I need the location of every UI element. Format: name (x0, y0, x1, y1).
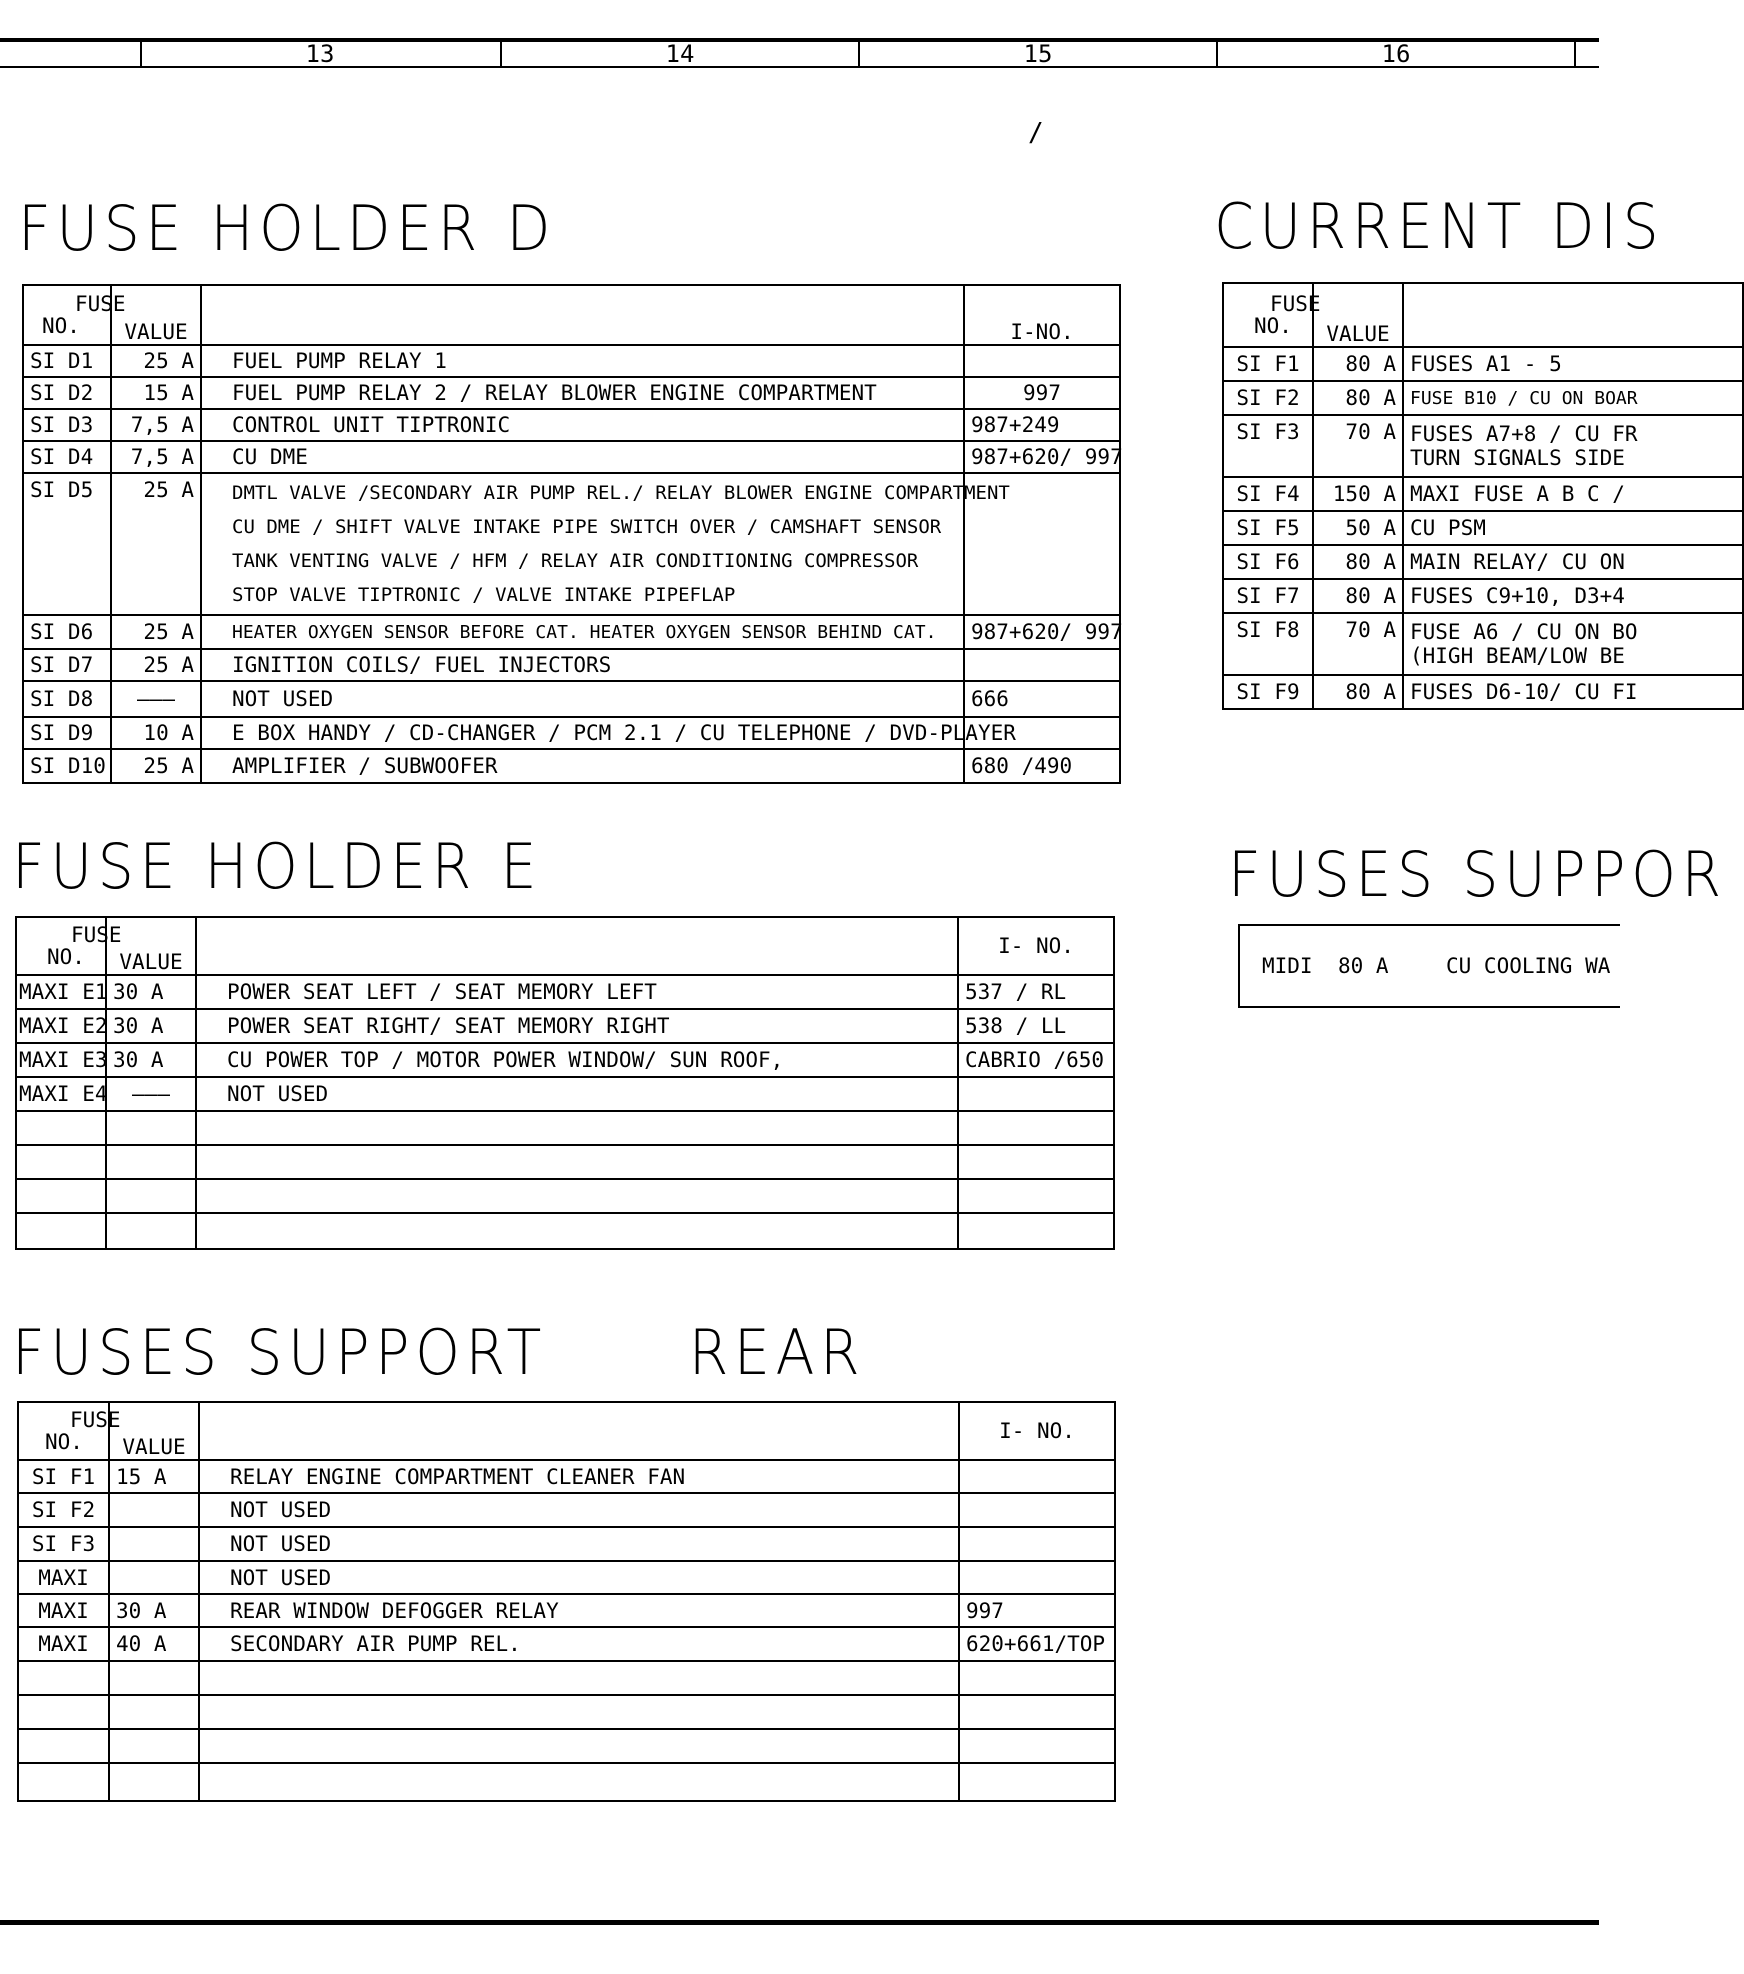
fuse-value: 150 A (1313, 477, 1403, 511)
table-row (16, 975, 1114, 1009)
fuse-no: SI D4 (23, 441, 111, 473)
table-row (1223, 381, 1743, 415)
fuse-i-no: 680 /490 (964, 749, 1120, 783)
fuse-description: NOT USED (199, 1561, 959, 1594)
fuse-i-no (959, 1561, 1115, 1594)
fuse-value: 30 A (109, 1594, 199, 1627)
fuse-value: 25 A (111, 615, 201, 649)
table-row (16, 1111, 1114, 1145)
fuse-description (199, 1729, 959, 1763)
header-description (196, 917, 958, 975)
fuse-value (109, 1561, 199, 1594)
header-description (199, 1402, 959, 1460)
ruler-divider (1574, 40, 1576, 68)
table-row (16, 1179, 1114, 1213)
table-row (23, 681, 1120, 717)
section-title-fuse-holder-e: FUSE HOLDER E (12, 830, 543, 903)
table-row (1223, 415, 1743, 477)
fuse-no (18, 1661, 109, 1695)
table-row (18, 1729, 1115, 1763)
fuse-value: 80 A (1313, 579, 1403, 613)
fuse-i-no: 537 / RL (958, 975, 1114, 1009)
midi-fuse-value: 80 A (1338, 954, 1389, 978)
fuse-i-no (958, 1077, 1114, 1111)
table-row (23, 649, 1120, 681)
description-line: FUSES A7+8 / CU FR (1410, 422, 1638, 446)
table-row (23, 749, 1120, 783)
fuse-description: CU PSM (1403, 511, 1743, 545)
ruler-divider (140, 40, 142, 68)
table-row (16, 1077, 1114, 1111)
table-row (1223, 675, 1743, 709)
fuse-i-no: 997 (964, 377, 1120, 409)
fuse-no: SI D3 (23, 409, 111, 441)
fuse-description (196, 1179, 958, 1213)
fuse-no: MAXI (18, 1627, 109, 1661)
section-title-current-dis: CURRENT DIS (1214, 190, 1665, 263)
fuse-i-no: 987+249 (964, 409, 1120, 441)
fuse-value (109, 1493, 199, 1527)
fuse-description: CONTROL UNIT TIPTRONIC (201, 409, 964, 441)
fuse-value: ——— (111, 681, 201, 717)
fuse-no (18, 1695, 109, 1729)
fuse-no: SI D2 (23, 377, 111, 409)
table-row (18, 1460, 1115, 1493)
midi-fuse-description: CU COOLING WA (1446, 954, 1611, 978)
fuse-i-no (959, 1729, 1115, 1763)
fuse-i-no: 538 / LL (958, 1009, 1114, 1043)
header-description (1403, 283, 1743, 347)
fuse-no: MAXI E2 (16, 1009, 106, 1043)
fuse-no: SI F8 (1223, 613, 1313, 675)
description-line: FUSE A6 / CU ON BO (1410, 620, 1638, 644)
fuse-value (109, 1729, 199, 1763)
fuse-no: SI F2 (1223, 381, 1313, 415)
fuse-i-no: 997 (959, 1594, 1115, 1627)
fuse-i-no: CABRIO /650 (958, 1043, 1114, 1077)
fuse-description: POWER SEAT RIGHT/ SEAT MEMORY RIGHT (196, 1009, 958, 1043)
fuse-value (109, 1695, 199, 1729)
table-row (16, 1145, 1114, 1179)
fuse-no: SI F6 (1223, 545, 1313, 579)
table-header-row (16, 917, 1114, 975)
table-header-row (23, 285, 1120, 345)
fuse-description: MAXI FUSE A B C / (1403, 477, 1743, 511)
header-value: VALUE (106, 917, 196, 975)
fuse-no: SI F1 (18, 1460, 109, 1493)
table-row (18, 1527, 1115, 1561)
fuse-value: 15 A (109, 1460, 199, 1493)
fuse-no (16, 1213, 106, 1249)
description-line: TURN SIGNALS SIDE (1410, 446, 1625, 470)
fuse-value: 40 A (109, 1627, 199, 1661)
table-row (18, 1594, 1115, 1627)
fuse-i-no: 620+661/TOP (959, 1627, 1115, 1661)
fuse-no: SI F5 (1223, 511, 1313, 545)
fuse-description: FUSES A1 - 5 (1403, 347, 1743, 381)
fuse-no (18, 1763, 109, 1801)
fuse-value: 80 A (1313, 545, 1403, 579)
fuse-no: MAXI (18, 1594, 109, 1627)
fuse-value: ——— (106, 1077, 196, 1111)
fuse-i-no (964, 649, 1120, 681)
fuse-description: NOT USED (201, 681, 964, 717)
fuse-value: 70 A (1313, 415, 1403, 477)
fuse-value: 25 A (111, 345, 201, 377)
table-row (1223, 477, 1743, 511)
fuse-holder-e-table (15, 916, 1115, 1250)
table-row (18, 1763, 1115, 1801)
header-fuse-no: FUSE NO. (23, 285, 111, 345)
fuse-description: REAR WINDOW DEFOGGER RELAY (199, 1594, 959, 1627)
section-title-fuses-support-rear: FUSES SUPPORT REAR (12, 1316, 866, 1389)
fuse-description: NOT USED (196, 1077, 958, 1111)
fuse-i-no (958, 1111, 1114, 1145)
ruler-divider (1216, 40, 1218, 68)
fuse-no: MAXI E3 (16, 1043, 106, 1077)
fuse-value (109, 1527, 199, 1561)
fuse-no: SI F2 (18, 1493, 109, 1527)
fuse-description: CU DME (201, 441, 964, 473)
fuse-description (1403, 415, 1743, 477)
table-row (18, 1493, 1115, 1527)
fuse-i-no: 987+620/ 997 (964, 441, 1120, 473)
midi-fuse-no: MIDI (1262, 954, 1313, 978)
description-line: DMTL VALVE /SECONDARY AIR PUMP REL./ RELAY BLOWER ENGINE COMPARTMENT (232, 482, 1010, 504)
fuse-value: 30 A (106, 975, 196, 1009)
fuse-description (196, 1213, 958, 1249)
fuse-description: NOT USED (199, 1527, 959, 1561)
fuse-description: FUSE B10 / CU ON BOAR (1403, 381, 1743, 415)
fuse-description (199, 1695, 959, 1729)
fuse-i-no (959, 1763, 1115, 1801)
fuse-no: SI F3 (1223, 415, 1313, 477)
fuse-no (16, 1145, 106, 1179)
fuse-value (106, 1213, 196, 1249)
table-header-row (1223, 283, 1743, 347)
description-line: STOP VALVE TIPTRONIC / VALVE INTAKE PIPEFLAP (232, 584, 736, 606)
table-row (18, 1695, 1115, 1729)
fuse-value (106, 1179, 196, 1213)
fuse-no: SI D10 (23, 749, 111, 783)
fuse-no: SI F7 (1223, 579, 1313, 613)
table-row (16, 1009, 1114, 1043)
fuse-description (201, 473, 1010, 615)
ruler-bottom-line (0, 66, 1599, 68)
fuse-no: SI F9 (1223, 675, 1313, 709)
ruler-column-label: 13 (305, 40, 335, 68)
header-fuse-no: FUSE NO. (16, 917, 106, 975)
section-title-fuses-support-right: FUSES SUPPOR (1228, 838, 1727, 911)
header-value: VALUE (1313, 283, 1403, 347)
fuse-description: IGNITION COILS/ FUEL INJECTORS (201, 649, 964, 681)
table-row (23, 377, 1120, 409)
table-row (23, 345, 1120, 377)
fuse-no: SI D6 (23, 615, 111, 649)
table-row (23, 409, 1120, 441)
header-description (201, 285, 964, 345)
fuse-value (109, 1661, 199, 1695)
fuse-no: SI D7 (23, 649, 111, 681)
header-i-no: I- NO. (958, 917, 1114, 975)
description-line: CU DME / SHIFT VALVE INTAKE PIPE SWITCH OVER / CAMSHAFT SENSOR (232, 516, 942, 538)
fuse-description: FUEL PUMP RELAY 2 / RELAY BLOWER ENGINE COMPARTMENT (201, 377, 964, 409)
fuse-description: AMPLIFIER / SUBWOOFER (201, 749, 964, 783)
fuse-i-no (964, 345, 1120, 377)
table-row (16, 1213, 1114, 1249)
fuse-description: RELAY ENGINE COMPARTMENT CLEANER FAN (199, 1460, 959, 1493)
fuse-description: HEATER OXYGEN SENSOR BEFORE CAT. HEATER OXYGEN SENSOR BEHIND CAT. (201, 615, 964, 649)
fuse-no: SI F4 (1223, 477, 1313, 511)
table-row (23, 473, 1120, 615)
fuse-no: SI F3 (18, 1527, 109, 1561)
ruler-column-label: 16 (1381, 40, 1411, 68)
fuse-value: 7,5 A (111, 441, 201, 473)
table-row (18, 1561, 1115, 1594)
fuse-no: MAXI (18, 1561, 109, 1594)
fuse-description: NOT USED (199, 1493, 959, 1527)
fuse-description: E BOX HANDY / CD-CHANGER / PCM 2.1 / CU TELEPHONE / DVD-PLAYER (201, 717, 964, 749)
page-bottom-border (0, 1920, 1599, 1925)
fuse-description: FUSES C9+10, D3+4 (1403, 579, 1743, 613)
fuse-i-no: 987+620/ 997 (964, 615, 1120, 649)
fuse-value: 70 A (1313, 613, 1403, 675)
table-row (23, 615, 1120, 649)
table-row (18, 1661, 1115, 1695)
fuse-description: MAIN RELAY/ CU ON (1403, 545, 1743, 579)
fuse-value (109, 1763, 199, 1801)
fuse-value: 80 A (1313, 675, 1403, 709)
fuse-value: 7,5 A (111, 409, 201, 441)
description-line: TANK VENTING VALVE / HFM / RELAY AIR CONDITIONING COMPRESSOR (232, 550, 919, 572)
fuse-value: 15 A (111, 377, 201, 409)
fuse-value: 30 A (106, 1043, 196, 1077)
table-row (23, 441, 1120, 473)
fuse-value: 80 A (1313, 347, 1403, 381)
header-fuse-no: FUSE NO. (18, 1402, 109, 1460)
ruler-column-label: 15 (1023, 40, 1053, 68)
fuse-value: 25 A (111, 649, 201, 681)
fuse-i-no (959, 1695, 1115, 1729)
fuse-no (16, 1111, 106, 1145)
table-row (18, 1627, 1115, 1661)
table-row (1223, 347, 1743, 381)
fuse-value (106, 1145, 196, 1179)
fuse-i-no (959, 1493, 1115, 1527)
fuse-holder-d-table (22, 284, 1121, 784)
fuse-value (106, 1111, 196, 1145)
fuse-description: SECONDARY AIR PUMP REL. (199, 1627, 959, 1661)
fuse-no: SI F1 (1223, 347, 1313, 381)
fuse-i-no (959, 1527, 1115, 1561)
ruler-divider (858, 40, 860, 68)
fuse-description: FUEL PUMP RELAY 1 (201, 345, 964, 377)
header-value: VALUE (109, 1402, 199, 1460)
fuse-value: 25 A (111, 749, 201, 783)
header-i-no: I- NO. (959, 1402, 1115, 1460)
slash-mark: / (1028, 118, 1044, 148)
fuse-i-no (959, 1460, 1115, 1493)
fuse-description (1403, 613, 1743, 675)
fuse-description (199, 1661, 959, 1695)
fuses-support-rear-table (17, 1401, 1116, 1802)
fuse-description: FUSES D6-10/ CU FI (1403, 675, 1743, 709)
fuse-i-no (958, 1145, 1114, 1179)
fuse-description (196, 1111, 958, 1145)
table-header-row (18, 1402, 1115, 1460)
fuse-no (18, 1729, 109, 1763)
fuse-i-no (959, 1661, 1115, 1695)
fuse-description: POWER SEAT LEFT / SEAT MEMORY LEFT (196, 975, 958, 1009)
fuse-i-no (958, 1213, 1114, 1249)
table-row (16, 1043, 1114, 1077)
table-row (1223, 511, 1743, 545)
fuse-description: CU POWER TOP / MOTOR POWER WINDOW/ SUN ROOF, (196, 1043, 958, 1077)
table-row (1223, 613, 1743, 675)
fuse-no: SI D8 (23, 681, 111, 717)
fuse-value: 10 A (111, 717, 201, 749)
header-i-no: I-NO. (964, 285, 1120, 345)
fuses-support-right-box (1238, 924, 1620, 1008)
fuse-i-no: 666 (964, 681, 1120, 717)
fuse-no: MAXI E4 (16, 1077, 106, 1111)
section-title-fuse-holder-d: FUSE HOLDER D (18, 192, 556, 265)
table-row (1223, 579, 1743, 613)
header-fuse-no: FUSE NO. (1223, 283, 1313, 347)
fuse-no: SI D1 (23, 345, 111, 377)
fuse-i-no (958, 1179, 1114, 1213)
fuse-no (16, 1179, 106, 1213)
fuse-no: MAXI E1 (16, 975, 106, 1009)
fuse-value: 30 A (106, 1009, 196, 1043)
description-line: (HIGH BEAM/LOW BE (1410, 644, 1625, 668)
fuse-value: 50 A (1313, 511, 1403, 545)
fuse-no: SI D9 (23, 717, 111, 749)
ruler-column-label: 14 (665, 40, 695, 68)
current-dis-table (1222, 282, 1744, 710)
header-value: VALUE (111, 285, 201, 345)
fuse-description (199, 1763, 959, 1801)
current-dis-clip (1222, 282, 1638, 722)
table-row (1223, 545, 1743, 579)
fuse-value: 80 A (1313, 381, 1403, 415)
fuse-value: 25 A (111, 473, 201, 615)
fuse-no: SI D5 (23, 473, 111, 615)
ruler-divider (500, 40, 502, 68)
fuse-description (196, 1145, 958, 1179)
ruler-top-line (0, 38, 1599, 42)
table-row (23, 717, 1120, 749)
